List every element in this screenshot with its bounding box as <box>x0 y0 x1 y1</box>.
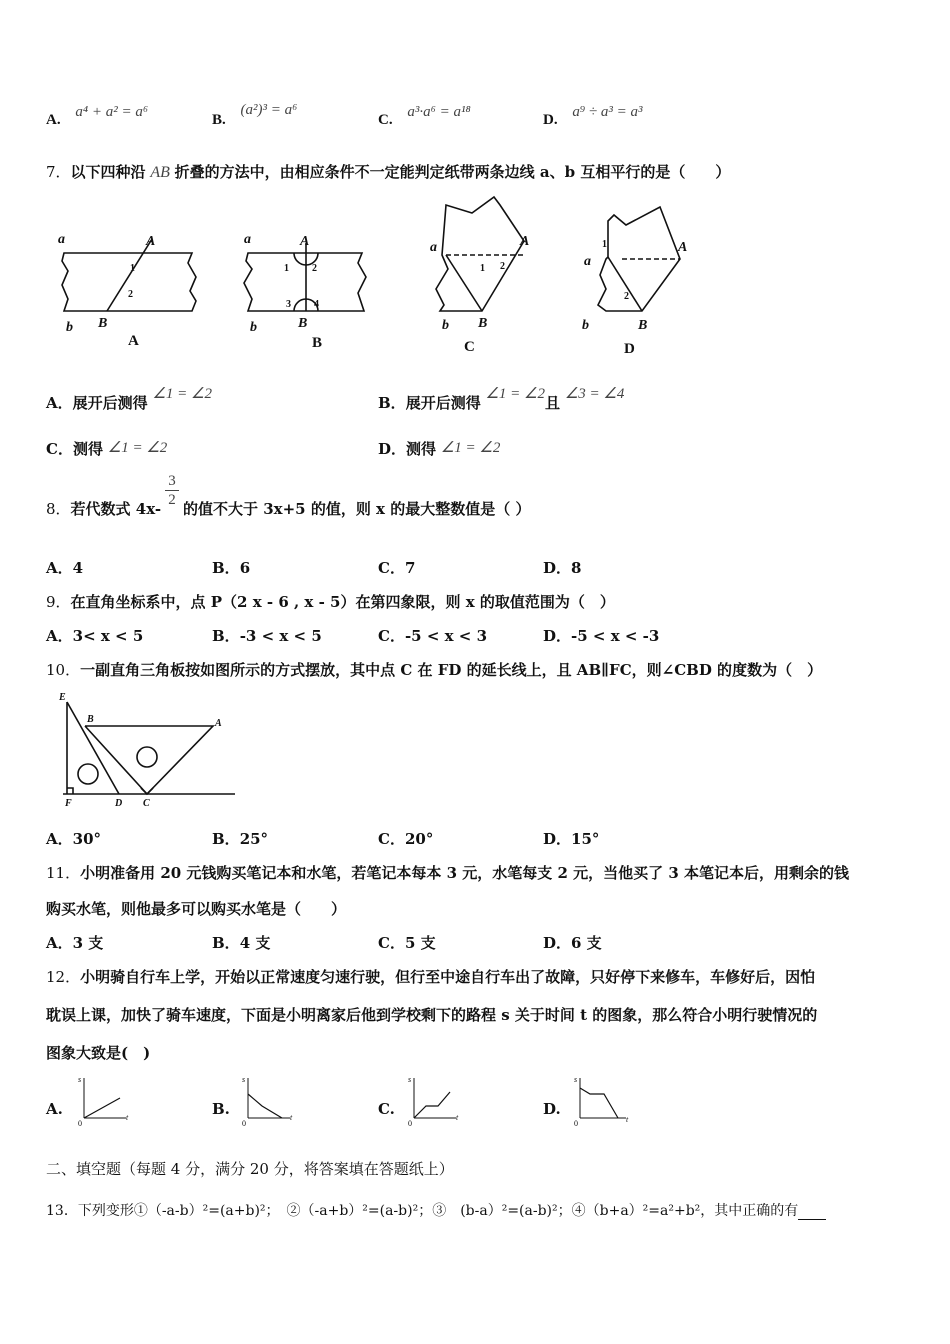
origin-label: 0 <box>574 1119 578 1128</box>
angle-number: 2 <box>624 291 629 302</box>
option-text: 3< x < 5 <box>72 627 144 645</box>
point-e: E <box>59 692 66 703</box>
origin-label: 0 <box>78 1119 82 1128</box>
q10-stem <box>46 659 822 680</box>
option-label: C． <box>378 830 405 848</box>
option-math: ∠3 = ∠4 <box>564 386 625 402</box>
point-f: F <box>65 798 72 809</box>
q12-graph-d <box>570 1074 634 1128</box>
question-number: 10． <box>46 661 81 679</box>
point-a: A <box>146 234 156 249</box>
label-a: a <box>584 254 591 269</box>
label-b: b <box>66 320 73 335</box>
right-angle-mark-f <box>67 788 73 794</box>
q9-option-c <box>378 625 487 646</box>
option-text: 8 <box>571 559 582 577</box>
point-a: A <box>215 718 222 729</box>
question-text: 下列变形①（-a-b）²=(a+b)²； ②（-a+b）²=(a-b)²；③ (b-a）²=(a-b)²；④（b+a）²=a²+b²，其中正确的有 <box>77 1203 799 1219</box>
question-text: 折叠的方法中，由相应条件不一定能判定纸带两条边线 a、b 互相平行的是（ ） <box>174 163 731 181</box>
triangle-abc <box>85 726 213 794</box>
option-text: 测得 <box>72 440 103 458</box>
option-label: A． <box>46 559 73 577</box>
graph-curve <box>248 1094 282 1118</box>
option-label: B. <box>212 112 226 128</box>
q7-option-a <box>46 386 212 413</box>
q6-option-c <box>378 104 471 129</box>
strip-edge-d <box>608 257 642 311</box>
option-text: 4 支 <box>239 934 271 952</box>
option-label: C． <box>378 934 405 952</box>
q8-option-d <box>543 557 581 578</box>
q7-option-c <box>46 438 167 459</box>
q9-option-a <box>46 625 143 646</box>
q11-stem-line1 <box>46 862 849 883</box>
paper-strip-b <box>244 253 366 311</box>
option-label: D． <box>543 627 572 645</box>
q9-stem <box>46 591 615 612</box>
option-label: D. <box>543 112 558 128</box>
label-b: b <box>582 318 589 333</box>
option-text: 25° <box>239 830 269 848</box>
angle-number: 2 <box>128 289 133 300</box>
option-text: 展开后测得 <box>72 394 148 412</box>
q9-option-d <box>543 625 659 646</box>
axis-label-t: t <box>456 1113 459 1122</box>
q11-stem-line2: 购买水笔，则他最多可以购买水笔是（ ） <box>46 900 347 918</box>
section-title: 二、填空题（每题 4 分，满分 20 分，将答案填在答题纸上） <box>46 1160 454 1178</box>
option-text: 且 <box>545 394 561 412</box>
label-a: a <box>430 240 437 255</box>
point-c: C <box>143 798 150 809</box>
point-b: B <box>87 714 94 725</box>
q6-option-a <box>46 104 149 129</box>
option-label: A． <box>46 394 73 412</box>
option-text: -5 < x < 3 <box>404 627 488 645</box>
question-number: 11． <box>46 864 81 882</box>
option-math: ∠1 = ∠2 <box>440 440 501 456</box>
option-text: 5 支 <box>404 934 436 952</box>
q12-stem-line2: 耽误上课，加快了骑车速度，下面是小明离家后他到学校剩下的路程 s 关于时间 t 的图象，那么符合小明行驶情况的 <box>46 1006 818 1024</box>
option-math: a³·a⁶ = a¹⁸ <box>407 104 471 120</box>
q10-option-d <box>543 828 599 849</box>
graph-curve <box>580 1088 618 1118</box>
option-text: -5 < x < -3 <box>571 627 660 645</box>
q10-figure <box>55 688 245 810</box>
option-label: B． <box>212 934 240 952</box>
question-text: 在直角坐标系中，点 P（2 x - 6 , x - 5）在第四象限，则 x 的取值范围为（ ） <box>70 593 615 611</box>
option-label: B． <box>212 830 240 848</box>
graph-curve <box>414 1092 450 1118</box>
option-math: a⁴ + a² = a⁶ <box>75 104 149 120</box>
option-text: 4 <box>72 559 84 577</box>
angle-number: 1 <box>130 263 135 274</box>
option-text: -3 < x < 5 <box>239 627 322 645</box>
graph-curve <box>84 1098 120 1118</box>
point-a: A <box>300 234 310 249</box>
q7-option-b <box>378 386 625 413</box>
option-math: a⁹ ÷ a³ = a³ <box>572 104 643 120</box>
q12-graph-a <box>74 1074 134 1128</box>
q7-stem <box>46 161 730 182</box>
option-text: 30° <box>72 830 102 848</box>
q8-option-c <box>378 557 415 578</box>
question-text: 的值不大于 3x+5 的值，则 x 的最大整数值是（ ） <box>183 500 531 518</box>
fold-line-a <box>107 239 152 311</box>
option-text: 展开后测得 <box>405 394 481 412</box>
option-text: 测得 <box>406 440 437 458</box>
question-number: 12． <box>46 968 81 986</box>
axis-label-t: t <box>290 1113 293 1122</box>
question-text: 一副直角三角板按如图所示的方式摆放，其中点 C 在 FD 的延长线上，且 AB∥FC，则∠CBD 的度数为（ ） <box>80 661 823 679</box>
question-text: 以下四种沿 <box>70 163 146 181</box>
option-label: A． <box>46 627 73 645</box>
axis-label-s: s <box>574 1075 578 1084</box>
paper-strip-a <box>62 253 196 311</box>
fraction-numerator: 3 <box>168 473 176 489</box>
option-math: ∠1 = ∠2 <box>152 386 212 402</box>
axis-label-s: s <box>408 1075 412 1084</box>
label-a: a <box>244 232 251 247</box>
option-text: 20° <box>404 830 434 848</box>
option-text: 6 支 <box>571 934 602 952</box>
angle-number: 1 <box>284 263 289 274</box>
q10-option-b <box>212 828 268 849</box>
q11-option-d <box>543 932 602 953</box>
fraction <box>165 472 179 509</box>
q11-option-c <box>378 932 436 953</box>
point-b: B <box>638 318 648 333</box>
option-label: D． <box>378 440 407 458</box>
option-label: D． <box>543 934 572 952</box>
point-d: D <box>115 798 123 809</box>
q10-option-a <box>46 828 101 849</box>
option-text: 3 支 <box>72 934 104 952</box>
point-b: B <box>298 316 308 331</box>
origin-label: 0 <box>408 1119 412 1128</box>
option-math: ∠1 = ∠2 <box>485 386 546 402</box>
q9-option-b <box>212 625 322 646</box>
q12-stem-line1 <box>46 966 815 987</box>
angle-number: 1 <box>602 239 607 250</box>
option-label: D． <box>543 830 572 848</box>
q12-option-b-label: B. <box>212 1100 230 1118</box>
right-angle-mark-c <box>141 788 153 794</box>
label-b: b <box>442 318 449 333</box>
q6-option-d <box>543 104 643 129</box>
triangle-hole <box>78 764 98 784</box>
option-math: ∠1 = ∠2 <box>107 440 168 456</box>
folded-strip-c <box>436 197 524 311</box>
angle-number: 2 <box>500 261 505 272</box>
point-a: A <box>520 234 530 249</box>
option-label: A. <box>46 112 61 128</box>
axis-label-t: t <box>626 1115 629 1124</box>
segment-ab: AB <box>150 164 170 181</box>
q8-stem <box>46 498 161 519</box>
question-number: 8． <box>46 500 71 518</box>
axis-label-s: s <box>242 1075 246 1084</box>
q12-option-a-label: A. <box>46 1100 63 1118</box>
q6-option-b <box>212 102 298 129</box>
option-label: A． <box>46 830 73 848</box>
q13-stem <box>46 1200 826 1220</box>
question-text: 小明准备用 20 元钱购买笔记本和水笔，若笔记本每本 3 元，水笔每支 2 元，当他买了 3 本笔记本后，用剩余的钱 <box>80 864 850 882</box>
option-label: C. <box>378 112 393 128</box>
figure-letter: C <box>464 339 475 355</box>
option-text: 6 <box>239 559 251 577</box>
q8-option-a <box>46 557 83 578</box>
label-a: a <box>58 232 65 247</box>
q12-stem-line3: 图象大致是( ) <box>46 1044 151 1062</box>
q7-option-d <box>378 438 500 459</box>
option-label: C． <box>378 559 405 577</box>
angle-number: 2 <box>312 263 317 274</box>
q11-option-b <box>212 932 270 953</box>
option-math: (a²)³ = a⁶ <box>240 102 298 118</box>
angle-number: 4 <box>314 299 319 310</box>
label-b: b <box>250 320 257 335</box>
option-label: B． <box>378 394 406 412</box>
option-label: C． <box>378 627 405 645</box>
q12-graph-c <box>404 1074 464 1128</box>
q12-graph-b <box>238 1074 298 1128</box>
option-label: D． <box>543 559 572 577</box>
option-text: 15° <box>571 830 600 848</box>
option-label: B． <box>212 627 240 645</box>
fraction-denominator: 2 <box>168 492 176 508</box>
figure-letter: A <box>128 333 139 349</box>
answer-blank[interactable] <box>798 1205 826 1220</box>
q12-option-d-label: D. <box>543 1100 561 1118</box>
axis-label-s: s <box>78 1075 82 1084</box>
origin-label: 0 <box>242 1119 246 1128</box>
point-a: A <box>678 240 688 255</box>
question-text: 小明骑自行车上学，开始以正常速度匀速行驶，但行至中途自行车出了故障，只好停下来修车，车修好后，因怕 <box>80 968 816 986</box>
q12-option-c-label: C. <box>378 1100 395 1118</box>
point-b: B <box>478 316 488 331</box>
figure-letter: B <box>312 335 323 351</box>
question-number: 13． <box>46 1203 78 1219</box>
angle-number: 3 <box>286 299 291 310</box>
option-label: B． <box>212 559 240 577</box>
question-text: 若代数式 4x- <box>70 500 162 518</box>
option-label: C． <box>46 440 73 458</box>
q11-option-a <box>46 932 103 953</box>
triangle-hole <box>137 747 157 767</box>
q10-option-c <box>378 828 433 849</box>
figure-letter: D <box>624 341 635 357</box>
option-label: A． <box>46 934 73 952</box>
option-text: 7 <box>404 559 416 577</box>
q7-figures <box>40 195 720 365</box>
question-number: 7． <box>46 163 71 181</box>
point-b: B <box>98 316 108 331</box>
strip-edge-c <box>446 255 482 311</box>
angle-number: 1 <box>480 263 485 274</box>
axis-label-t: t <box>126 1113 129 1122</box>
question-number: 9． <box>46 593 71 611</box>
q8-option-b <box>212 557 250 578</box>
